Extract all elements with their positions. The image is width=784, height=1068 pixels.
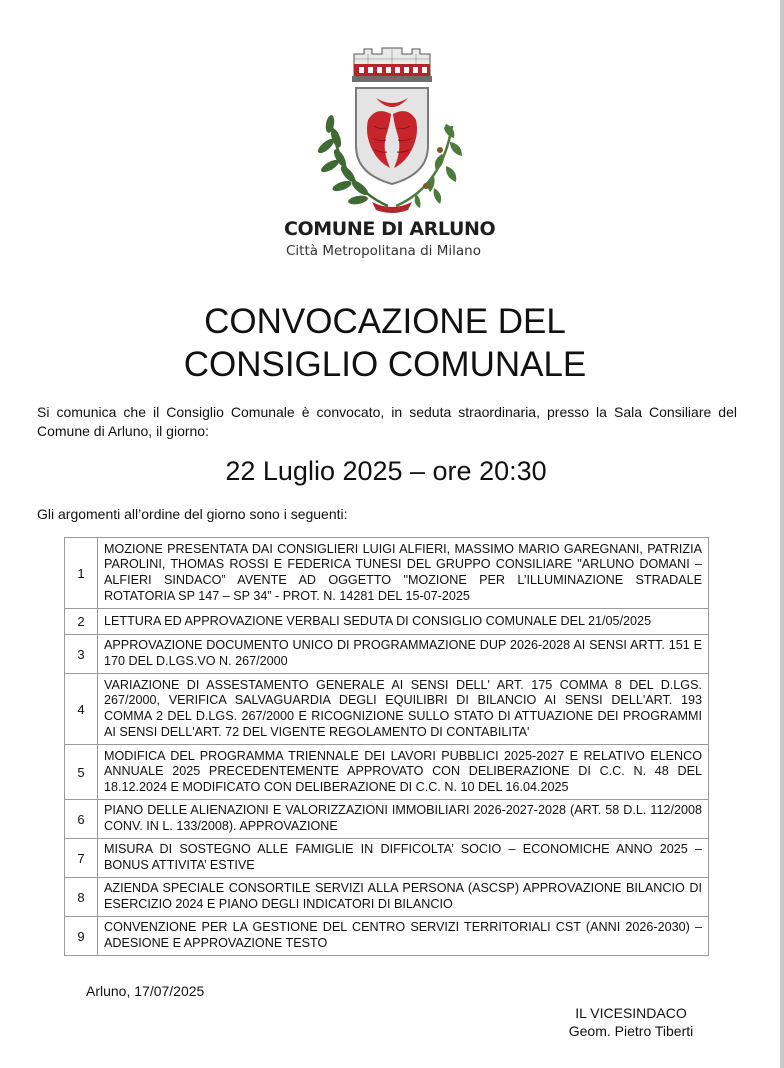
signature-block xyxy=(556,1004,706,1040)
municipal-coat-of-arms-icon xyxy=(312,46,472,216)
agenda-item-text: PIANO DELLE ALIENAZIONI E VALORIZZAZIONI IMMOBILIARI 2026-2027-2028 (ART. 58 D.L. 112/2008 CONV. IN L. 133/2008). APPROVAZIONE xyxy=(98,800,709,839)
agenda-row xyxy=(65,745,709,800)
agenda-item-text: VARIAZIONE DI ASSESTAMENTO GENERALE AI SENSI DELL' ART. 175 COMMA 8 DEL D.LGS. 267/2000, VERIFICA SALVAGUARDIA DEGLI EQUILIBRI DI BILANCIO AI SENSI DELL'ART. 193 COMMA 2 DEL D.LGS. 267/2000 E RICOGNIZIONE SULLO STATO DI ATTUAZIONE DEI PROGRAMMI AI SENSI DELL'ART. 72 DEL VIGENTE REGOLAMENTO DI CONTABILITA' xyxy=(98,674,709,745)
place-and-date: Arluno, 17/07/2025 xyxy=(86,983,205,999)
agenda-item-number: 5 xyxy=(65,745,98,800)
agenda-item-text: MISURA DI SOSTEGNO ALLE FAMIGLIE IN DIFFICOLTA’ SOCIO – ECONOMICHE ANNO 2025 – BONUS ATTIVITA’ ESTIVE xyxy=(98,839,709,878)
agenda-item-number: 1 xyxy=(65,538,98,609)
intro-paragraph: Si comunica che il Consiglio Comunale è convocato, in seduta straordinaria, presso la Sala Consiliare del Comune di Arluno, il giorno: xyxy=(37,404,737,439)
agenda-row xyxy=(65,917,709,956)
agenda-item-text: MOZIONE PRESENTATA DAI CONSIGLIERI LUIGI ALFIERI, MASSIMO MARIO GAREGNANI, PATRIZIA PAROLINI, THOMAS ROSSI E FEDERICA TUNESI DEL GRUPPO CONSILIARE "ARLUNO DOMANI – ALFIERI SINDACO” AVENTE AD OGGETTO "MOZIONE PER L’ILLUMINAZIONE STRADALE ROTATORIA SP 147 – SP 34” - PROT. N. 14281 DEL 15-07-2025 xyxy=(98,538,709,609)
agenda-item-number: 4 xyxy=(65,674,98,745)
page-edge xyxy=(780,0,784,1068)
agenda-row xyxy=(65,674,709,745)
agenda-row xyxy=(65,609,709,635)
agenda-row xyxy=(65,878,709,917)
agenda-row xyxy=(65,635,709,674)
agenda-row xyxy=(65,538,709,609)
document-title-line-2: CONSIGLIO COMUNALE xyxy=(183,345,587,384)
signer-name: Geom. Pietro Tiberti xyxy=(568,1023,694,1039)
agenda-row xyxy=(65,839,709,878)
meeting-datetime: 22 Luglio 2025 – ore 20:30 xyxy=(225,456,547,486)
agenda-row xyxy=(65,800,709,839)
signer-role: IL VICESINDACO xyxy=(575,1005,687,1021)
agenda-item-number: 3 xyxy=(65,635,98,674)
agenda-item-text: APPROVAZIONE DOCUMENTO UNICO DI PROGRAMMAZIONE DUP 2026-2028 AI SENSI ARTT. 151 E 170 DEL D.LGS.VO N. 267/2000 xyxy=(98,635,709,674)
agenda-item-text: LETTURA ED APPROVAZIONE VERBALI SEDUTA DI CONSIGLIO COMUNALE DEL 21/05/2025 xyxy=(98,609,709,635)
org-name: COMUNE DI ARLUNO xyxy=(284,218,496,240)
agenda-item-text: MODIFICA DEL PROGRAMMA TRIENNALE DEI LAVORI PUBBLICI 2025-2027 E RELATIVO ELENCO ANNUALE 2025 PRECEDENTEMENTE APPROVATO CON DELIBERAZIONE DI C.C. N. 48 DEL 18.12.2024 E MODIFICATO CON DELIBERAZIONE DI C.C. N. 10 DEL 16.04.2025 xyxy=(98,745,709,800)
mural-crown-icon xyxy=(352,48,432,82)
agenda-item-number: 7 xyxy=(65,839,98,878)
agenda-item-text: CONVENZIONE PER LA GESTIONE DEL CENTRO SERVIZI TERRITORIALI CST (ANNI 2026-2030) – ADESIONE E APPROVAZIONE TESTO xyxy=(98,917,709,956)
agenda-intro: Gli argomenti all’ordine del giorno sono i seguenti: xyxy=(37,506,348,522)
org-subtitle: Città Metropolitana di Milano xyxy=(286,243,481,259)
agenda-item-number: 6 xyxy=(65,800,98,839)
document-title-line-1: CONVOCAZIONE DEL xyxy=(204,302,566,341)
agenda-item-number: 2 xyxy=(65,609,98,635)
agenda-item-number: 9 xyxy=(65,917,98,956)
agenda-item-number: 8 xyxy=(65,878,98,917)
agenda-table xyxy=(64,537,709,956)
agenda-item-text: AZIENDA SPECIALE CONSORTILE SERVIZI ALLA PERSONA (ASCSP) APPROVAZIONE BILANCIO DI ESERCIZIO 2024 E PIANO DEGLI INDICATORI DI BILANCIO xyxy=(98,878,709,917)
